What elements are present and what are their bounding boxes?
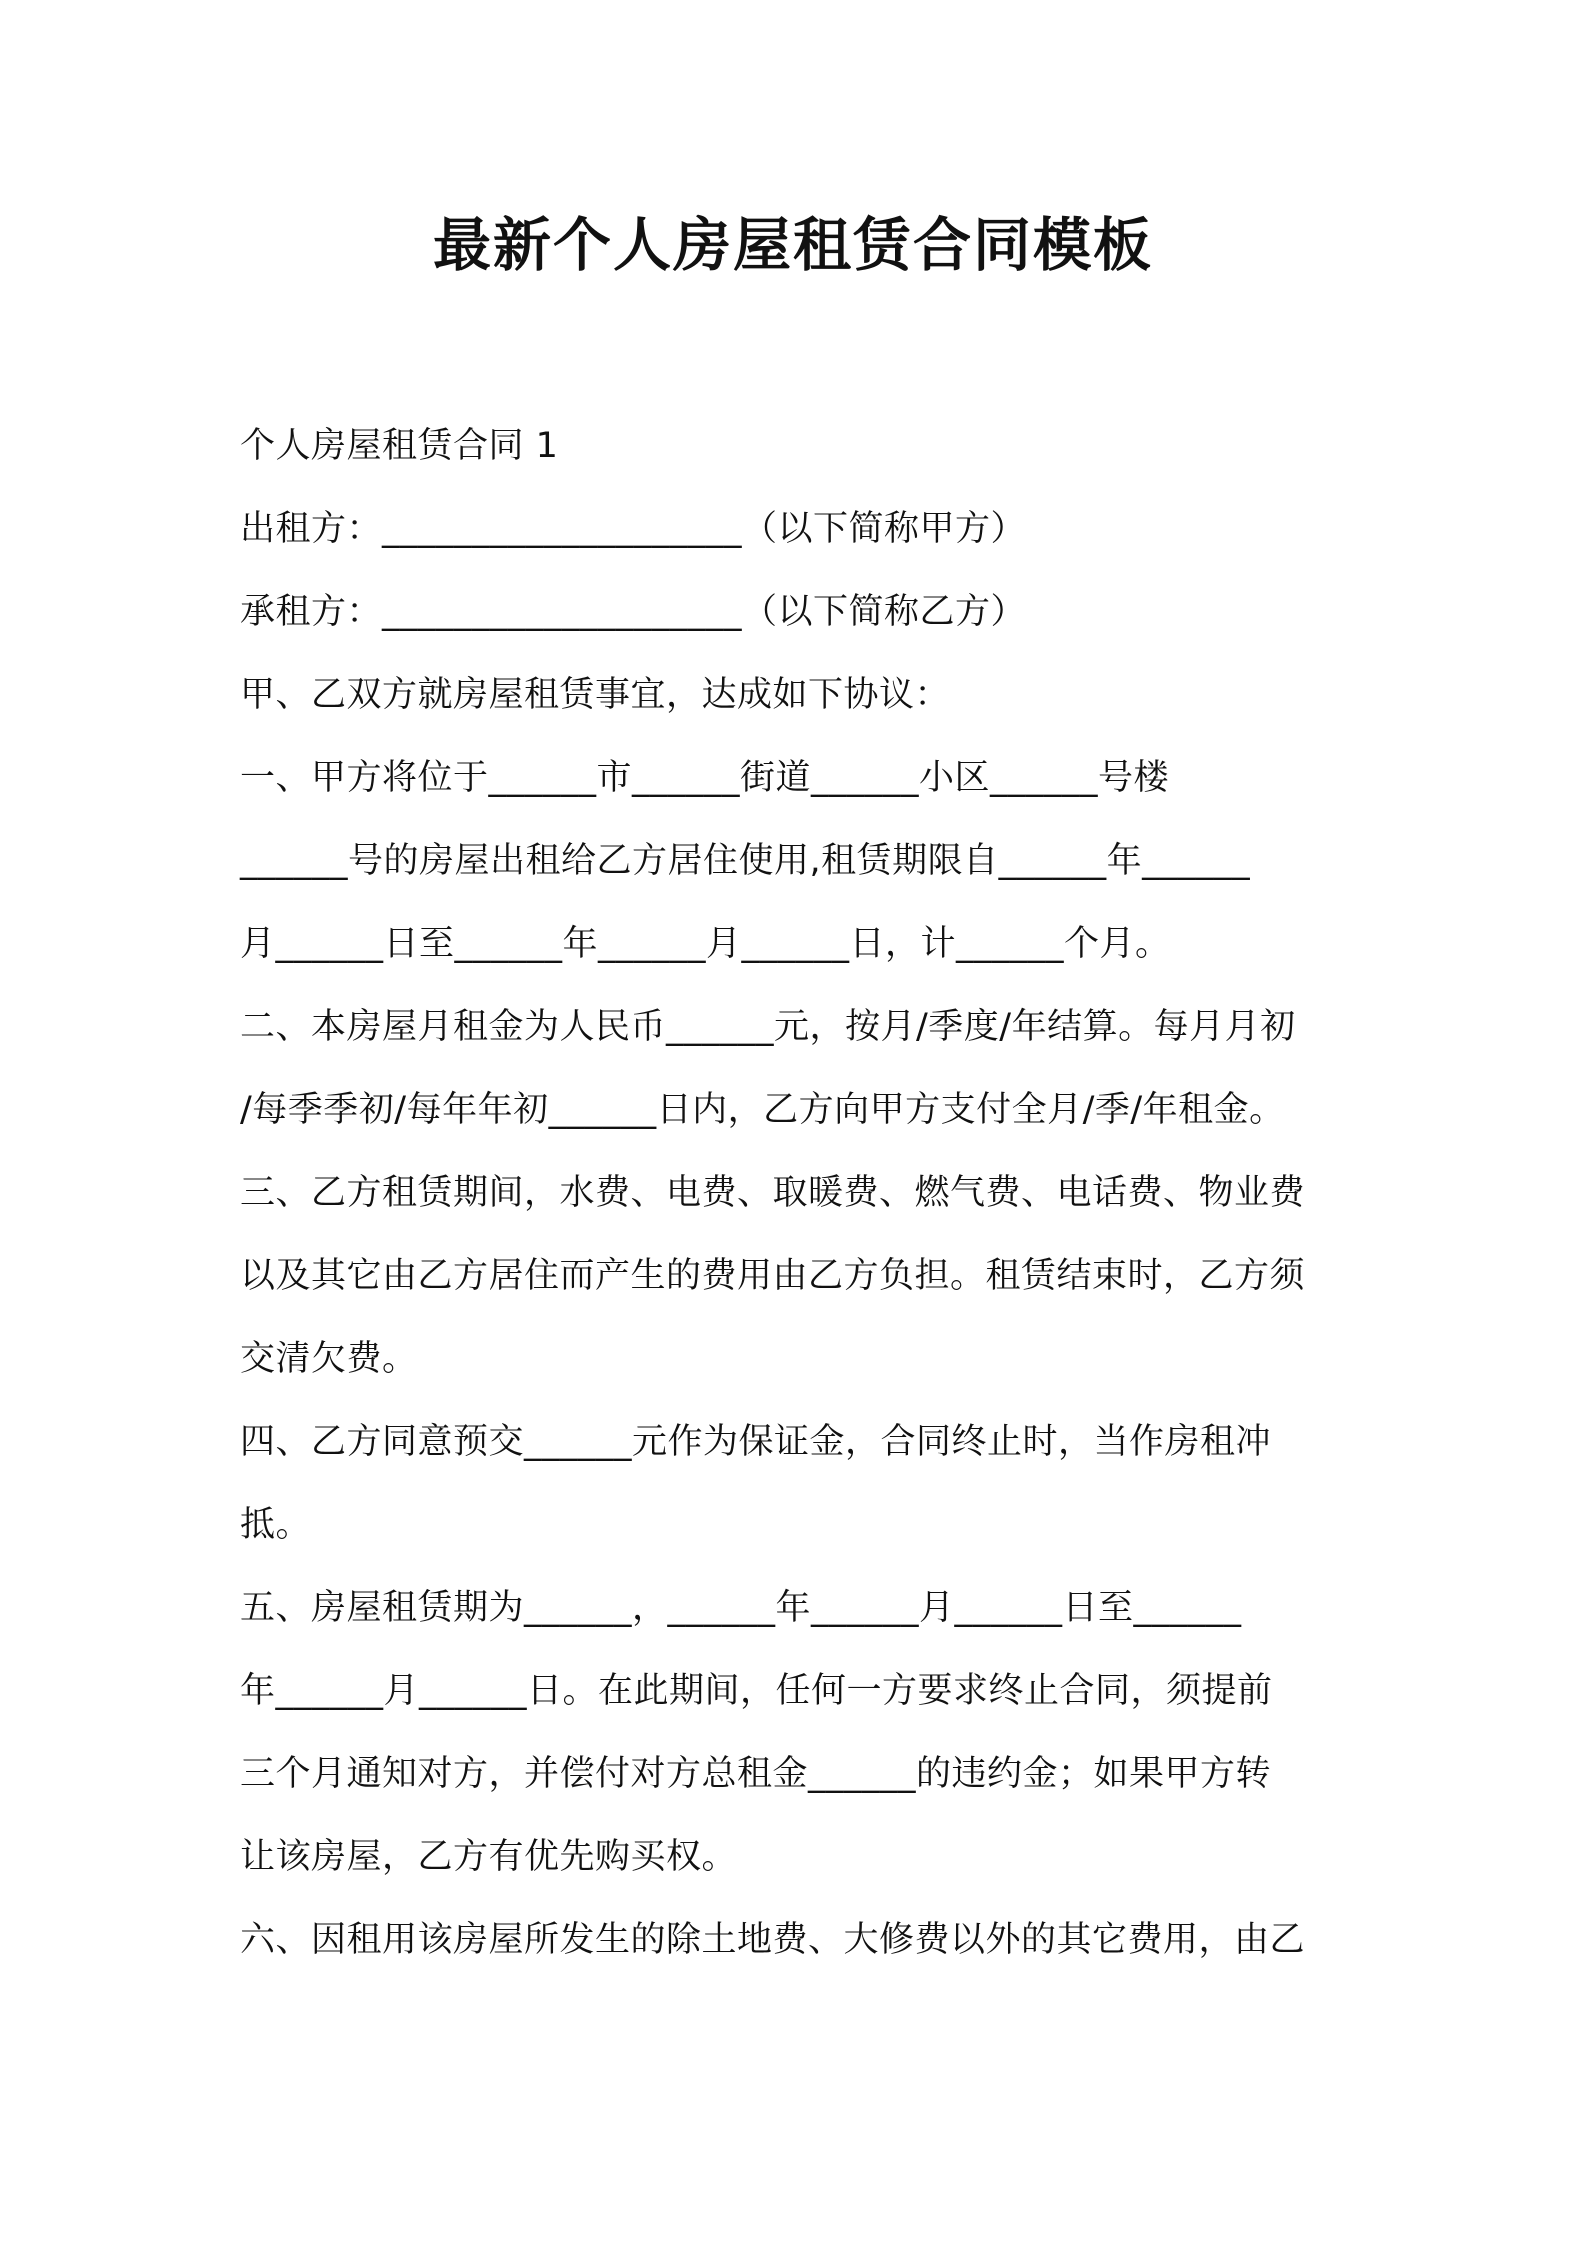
clause-6-line-1: 六、因租用该房屋所发生的除土地费、大修费以外的其它费用，由乙 xyxy=(240,1920,1306,1960)
clause-3-line-1: 三、乙方租赁期间，水费、电费、取暖费、燃气费、电话费、物业费 xyxy=(240,1173,1306,1213)
clause-2-line-1: 二、本房屋月租金为人民币______元，按月/季度/年结算。每月月初 xyxy=(240,1007,1296,1047)
clause-4-line-1: 四、乙方同意预交______元作为保证金，合同终止时，当作房租冲 xyxy=(240,1422,1272,1462)
clause-1-line-1: 一、甲方将位于______市______街道______小区______号楼 xyxy=(240,758,1170,798)
lessor-line: 出租方：____________________（以下简称甲方） xyxy=(240,509,1027,549)
clause-5-line-4: 让该房屋，乙方有优先购买权。 xyxy=(240,1837,738,1877)
clause-5-line-2: 年______月______日。在此期间，任何一方要求终止合同，须提前 xyxy=(240,1671,1273,1711)
clause-2-line-2: /每季季初/每年年初______日内，乙方向甲方支付全月/季/年租金。 xyxy=(240,1090,1285,1130)
clause-3-line-2: 以及其它由乙方居住而产生的费用由乙方负担。租赁结束时，乙方须 xyxy=(240,1256,1306,1296)
contract-subtitle: 个人房屋租赁合同 1 xyxy=(240,426,559,466)
clause-5-line-1: 五、房屋租赁期为______，______年______月______日至______ xyxy=(240,1588,1242,1628)
lessee-line: 承租方：____________________（以下简称乙方） xyxy=(240,592,1027,632)
clause-5-line-3: 三个月通知对方，并偿付对方总租金______的违约金；如果甲方转 xyxy=(240,1754,1272,1794)
clause-3-line-3: 交清欠费。 xyxy=(240,1339,418,1379)
document-body xyxy=(240,405,1360,1982)
clause-1-line-2: ______号的房屋出租给乙方居住使用,租赁期限自______年______ xyxy=(240,841,1251,881)
document-title: 最新个人房屋租赁合同模板 xyxy=(432,211,1153,279)
clause-1-line-3: 月______日至______年______月______日，计______个月。 xyxy=(240,924,1171,964)
clause-4-line-2: 抵。 xyxy=(240,1505,312,1545)
agreement-intro: 甲、乙双方就房屋租赁事宜，达成如下协议： xyxy=(240,675,951,715)
